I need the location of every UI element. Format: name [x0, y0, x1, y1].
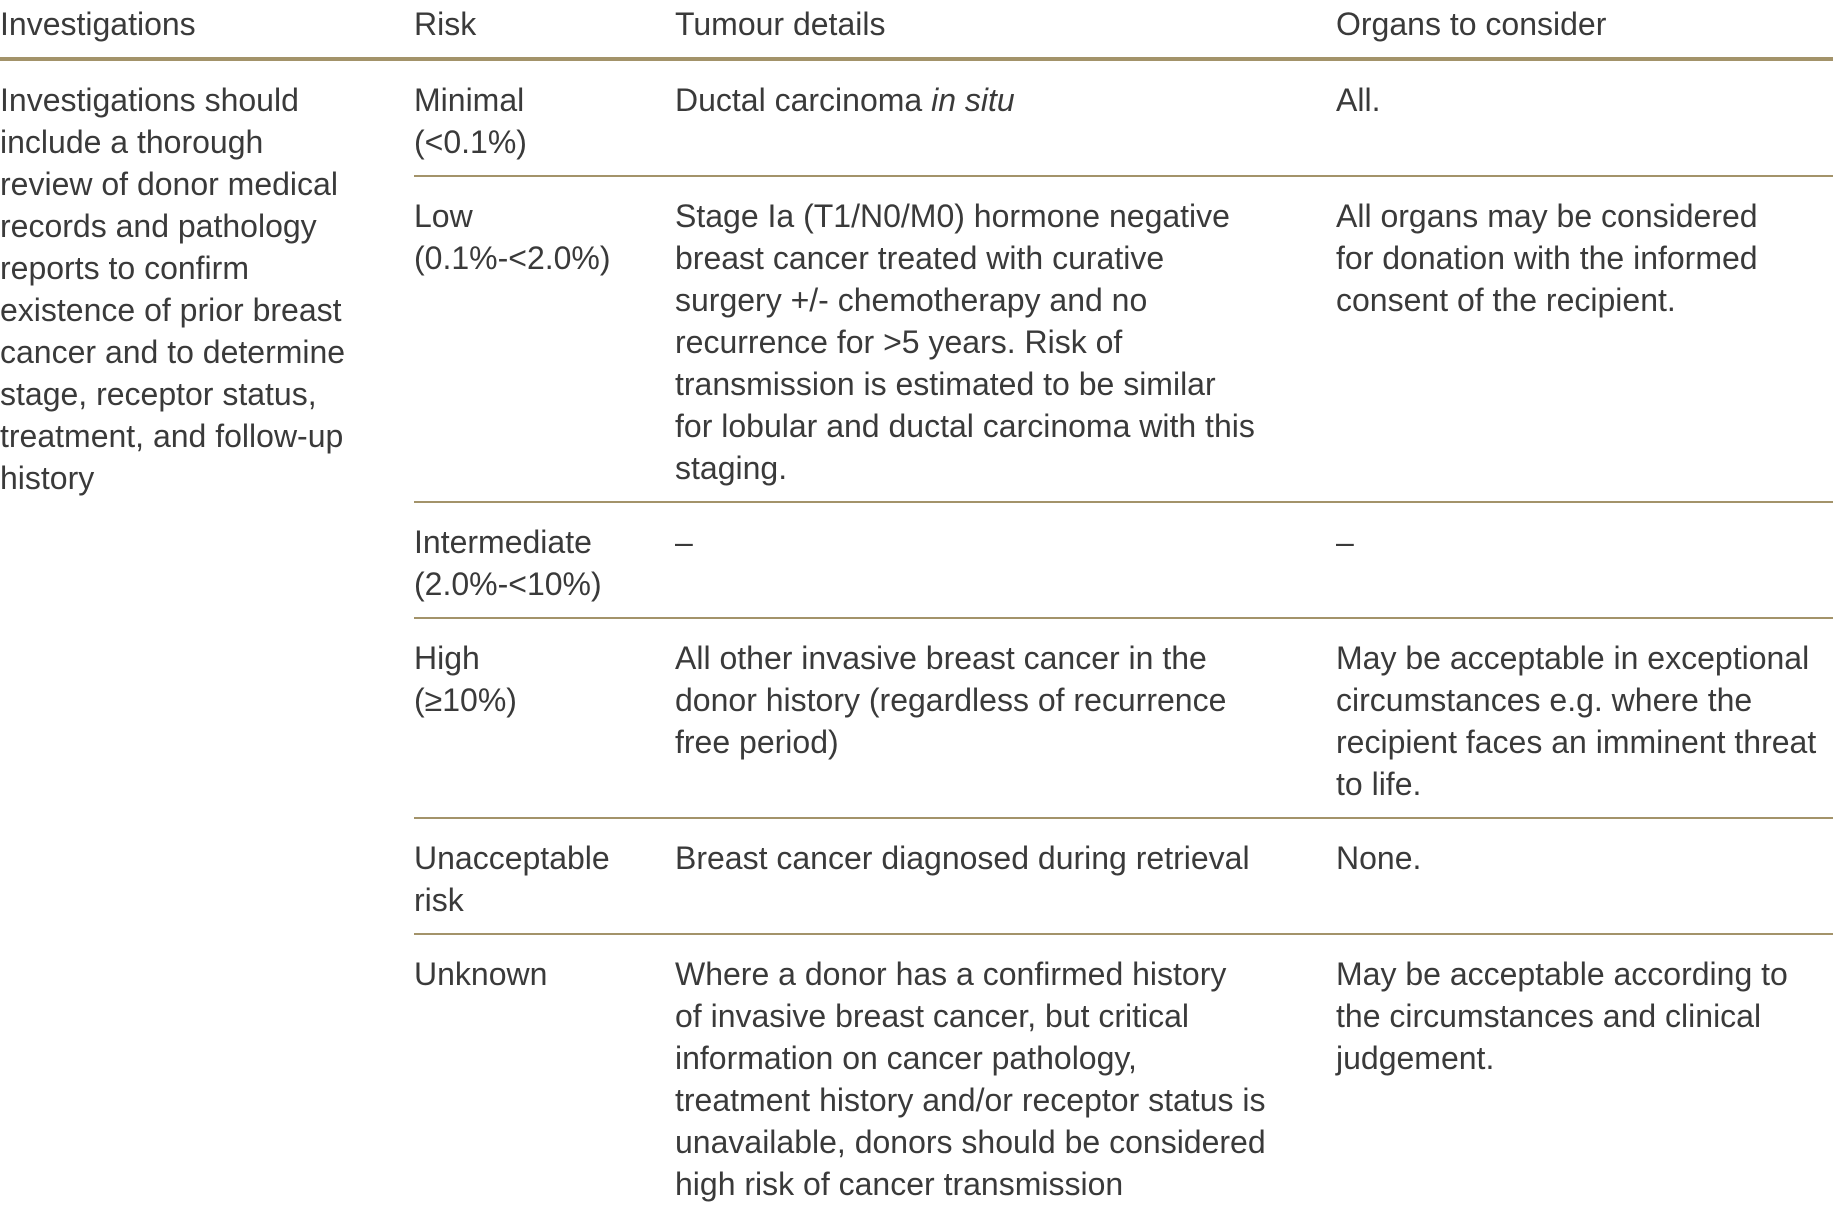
organs-line: None.	[1336, 840, 1422, 876]
investigations-line: cancer and to determine	[0, 334, 346, 370]
risk-line: Low	[414, 198, 473, 234]
tumour-details-cell	[675, 934, 1336, 1217]
tumour-details-line: unavailable, donors should be considered	[675, 1124, 1266, 1160]
tumour-details-line: information on cancer pathology,	[675, 1040, 1137, 1076]
organs-cell	[1336, 618, 1833, 818]
risk-line: (2.0%-<10%)	[414, 566, 602, 602]
investigations-line: treatment, and follow-up	[0, 418, 344, 454]
tumour-details-cell	[675, 176, 1336, 502]
risk-cell	[414, 176, 675, 502]
tumour-details-line: Where a donor has a confirmed history	[675, 956, 1227, 992]
tumour-details-cell	[675, 618, 1336, 818]
risk-line: High	[414, 640, 480, 676]
risk-cell	[414, 618, 675, 818]
tumour-details-cell	[675, 502, 1336, 618]
risk-line: Intermediate	[414, 524, 592, 560]
organs-line: judgement.	[1336, 1040, 1495, 1076]
tumour-details-line	[675, 79, 1324, 121]
risk-cell	[414, 818, 675, 934]
organs-line: All.	[1336, 82, 1381, 118]
tumour-details-line: –	[675, 524, 693, 560]
risk-line: Unknown	[414, 956, 548, 992]
risk-line: (0.1%-<2.0%)	[414, 240, 611, 276]
organs-line: for donation with the informed	[1336, 240, 1758, 276]
risk-line: Minimal	[414, 82, 525, 118]
investigations-line: review of donor medical	[0, 166, 338, 202]
header-organs-to-consider: Organs to consider	[1336, 0, 1833, 59]
tumour-details-italic-text: in situ	[931, 82, 1015, 118]
risk-line: risk	[414, 882, 464, 918]
tumour-details-line: Breast cancer diagnosed during retrieval	[675, 840, 1250, 876]
tumour-details-line: breast cancer treated with curative	[675, 240, 1165, 276]
organs-line: All organs may be considered	[1336, 198, 1758, 234]
investigations-line: reports to confirm	[0, 250, 249, 286]
header-investigations: Investigations	[0, 0, 414, 59]
organs-line: consent of the recipient.	[1336, 282, 1676, 318]
table-row	[0, 59, 1833, 176]
investigations-line: history	[0, 460, 95, 496]
investigations-line: existence of prior breast	[0, 292, 342, 328]
tumour-details-line: surgery +/- chemotherapy and no	[675, 282, 1148, 318]
organs-line: the circumstances and clinical	[1336, 998, 1762, 1034]
organs-cell	[1336, 176, 1833, 502]
tumour-details-cell	[675, 818, 1336, 934]
tumour-details-line: of invasive breast cancer, but critical	[675, 998, 1190, 1034]
risk-cell	[414, 59, 675, 176]
tumour-details-line: All other invasive breast cancer in the	[675, 640, 1207, 676]
organs-line: recipient faces an imminent threat	[1336, 724, 1817, 760]
investigations-line: Investigations should	[0, 82, 299, 118]
organs-line: circumstances e.g. where the	[1336, 682, 1753, 718]
risk-line: Unacceptable	[414, 840, 610, 876]
tumour-details-line: treatment history and/or receptor status is	[675, 1082, 1266, 1118]
table-header	[0, 0, 1833, 59]
investigations-line: records and pathology	[0, 208, 317, 244]
investigations-line: stage, receptor status,	[0, 376, 317, 412]
tumour-details-text: Ductal carcinoma	[675, 82, 932, 118]
investigations-line: include a thorough	[0, 124, 264, 160]
risk-cell	[414, 502, 675, 618]
organs-line: May be acceptable in exceptional	[1336, 640, 1810, 676]
organs-cell	[1336, 818, 1833, 934]
table-body	[0, 59, 1833, 1217]
tumour-details-line: high risk of cancer transmission	[675, 1166, 1124, 1202]
organs-cell	[1336, 59, 1833, 176]
header-row	[0, 0, 1833, 59]
tumour-details-line: for lobular and ductal carcinoma with this	[675, 408, 1255, 444]
risk-line: (<0.1%)	[414, 124, 527, 160]
tumour-details-line: donor history (regardless of recurrence	[675, 682, 1227, 718]
header-tumour-details: Tumour details	[675, 0, 1336, 59]
organs-line: to life.	[1336, 766, 1422, 802]
tumour-details-line: staging.	[675, 450, 788, 486]
organs-cell	[1336, 934, 1833, 1217]
tumour-details-line: recurrence for >5 years. Risk of	[675, 324, 1123, 360]
tumour-details-cell	[675, 59, 1336, 176]
organs-cell	[1336, 502, 1833, 618]
risk-cell	[414, 934, 675, 1217]
header-risk: Risk	[414, 0, 675, 59]
investigations-cell	[0, 59, 414, 1217]
tumour-details-line: Stage Ia (T1/N0/M0) hormone negative	[675, 198, 1230, 234]
tumour-details-line: free period)	[675, 724, 839, 760]
tumour-details-line: transmission is estimated to be similar	[675, 366, 1216, 402]
organs-line: –	[1336, 524, 1354, 560]
organs-line: May be acceptable according to	[1336, 956, 1788, 992]
risk-line: (≥10%)	[414, 682, 517, 718]
